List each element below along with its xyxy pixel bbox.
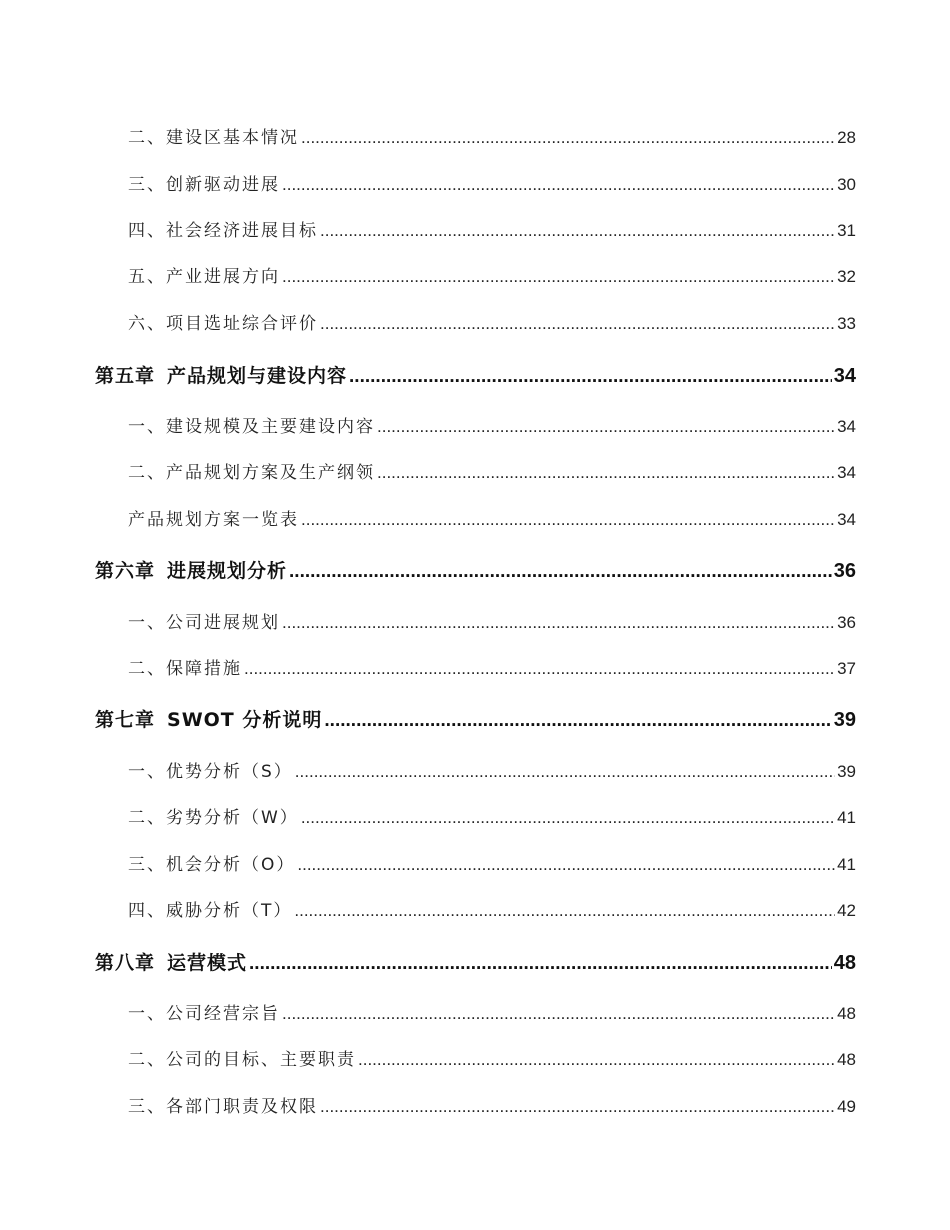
toc-entry-page-number: 34 [837,417,856,436]
toc-chapter-entry[interactable] [0,361,950,391]
toc-entry-page-number: 49 [837,1097,856,1116]
toc-entry-title: 社会经济进展目标 [166,221,318,241]
toc-entry-title: 创新驱动进展 [166,175,280,195]
toc-entry-page-number: 42 [837,901,856,920]
toc-entry[interactable] [0,458,950,488]
dot-leader [324,706,831,736]
toc-chapter-title: 产品规划与建设内容 [167,365,348,387]
toc-entry[interactable] [0,999,950,1029]
toc-entry[interactable] [0,1092,950,1122]
dot-leader [282,262,835,292]
toc-entry[interactable] [0,608,950,638]
dot-leader [282,999,835,1029]
toc-entry-title: 保障措施 [166,659,242,679]
toc-entry[interactable] [0,896,950,926]
toc-entry-title: 产品规划方案一览表 [128,510,299,530]
toc-entry[interactable] [0,505,950,535]
toc-entry-title: 建设规模及主要建设内容 [166,417,375,437]
toc-chapter-page-number: 36 [833,560,856,582]
toc-chapter-title: SWOT 分析说明 [167,709,323,731]
toc-entry-number: 二、 [128,463,166,483]
dot-leader [289,557,832,587]
toc-entry-page-number: 33 [837,314,856,333]
dot-leader [295,757,835,787]
toc-entry-page-number: 48 [837,1004,856,1023]
toc-chapter-page-number: 39 [833,709,856,731]
toc-entry-page-number: 39 [837,762,856,781]
toc-entry-title: 公司经营宗旨 [166,1004,280,1024]
toc-entry-title: 机会分析（O） [166,855,296,875]
toc-entry-page-number: 28 [837,128,856,147]
toc-entry-title: 产品规划方案及生产纲领 [166,463,375,483]
toc-entry-number: 一、 [128,1004,166,1024]
toc-entry[interactable] [0,170,950,200]
toc-chapter-entry[interactable] [0,556,950,586]
toc-entry-page-number: 31 [837,221,856,240]
toc-entry-title: 产业进展方向 [166,267,280,287]
toc-entry-number: 三、 [128,1097,166,1117]
toc-entry-page-number: 48 [837,1050,856,1069]
toc-entry-title: 公司的目标、主要职责 [166,1050,356,1070]
dot-leader [377,412,835,442]
toc-entry-title: 建设区基本情况 [166,128,299,148]
toc-entry-title: 公司进展规划 [166,613,280,633]
toc-entry[interactable] [0,262,950,292]
toc-entry[interactable] [0,757,950,787]
toc-entry-number: 二、 [128,659,166,679]
toc-chapter-entry[interactable] [0,948,950,978]
dot-leader [320,1092,835,1122]
dot-leader [358,1045,835,1075]
toc-entry-title: 各部门职责及权限 [166,1097,318,1117]
dot-leader [301,803,835,833]
dot-leader [244,654,835,684]
toc-chapter-number: 第五章 [95,365,156,387]
toc-entry-page-number: 37 [837,659,856,678]
dot-leader [377,458,835,488]
dot-leader [320,309,835,339]
toc-entry-number: 二、 [128,808,166,828]
toc-entry-page-number: 32 [837,267,856,286]
toc-entry-page-number: 36 [837,613,856,632]
dot-leader [294,896,835,926]
dot-leader [301,123,835,153]
toc-entry[interactable] [0,850,950,880]
toc-entry-number: 一、 [128,762,166,782]
toc-chapter-title: 进展规划分析 [167,560,288,582]
toc-entry-number: 二、 [128,128,166,148]
toc-entry-number: 三、 [128,855,166,875]
dot-leader [282,608,835,638]
toc-entry-number: 三、 [128,175,166,195]
toc-entry-title: 优势分析（S） [166,762,293,782]
toc-entry-title: 劣势分析（W） [166,808,299,828]
dot-leader [297,850,835,880]
dot-leader [301,505,835,535]
toc-chapter-number: 第八章 [95,952,156,974]
toc-entry[interactable] [0,309,950,339]
toc-entry[interactable] [0,654,950,684]
toc-entry-title: 项目选址综合评价 [166,314,318,334]
toc-entry-page-number: 34 [837,510,856,529]
toc-entry[interactable] [0,803,950,833]
toc-entry-page-number: 30 [837,175,856,194]
toc-chapter-title: 运营模式 [167,952,248,974]
toc-chapter-entry[interactable] [0,705,950,735]
toc-entry-page-number: 41 [837,808,856,827]
toc-chapter-number: 第七章 [95,709,156,731]
toc-chapter-number: 第六章 [95,560,156,582]
toc-chapter-page-number: 48 [833,952,856,974]
toc-entry-number: 二、 [128,1050,166,1070]
toc-entry[interactable] [0,216,950,246]
dot-leader [282,170,835,200]
toc-entry-number: 四、 [128,901,166,921]
toc-entry[interactable] [0,1045,950,1075]
dot-leader [349,362,832,392]
toc-entry-number: 五、 [128,267,166,287]
toc-chapter-page-number: 34 [833,365,856,387]
toc-entry-title: 威胁分析（T） [166,901,293,921]
toc-entry-page-number: 34 [837,463,856,482]
toc-entry[interactable] [0,412,950,442]
toc-entry-number: 四、 [128,221,166,241]
toc-entry-number: 一、 [128,613,166,633]
toc-entry-page-number: 41 [837,855,856,874]
toc-entry-number: 六、 [128,314,166,334]
toc-entry[interactable] [0,123,950,153]
toc-entry-number: 一、 [128,417,166,437]
dot-leader [249,949,832,979]
dot-leader [320,216,835,246]
